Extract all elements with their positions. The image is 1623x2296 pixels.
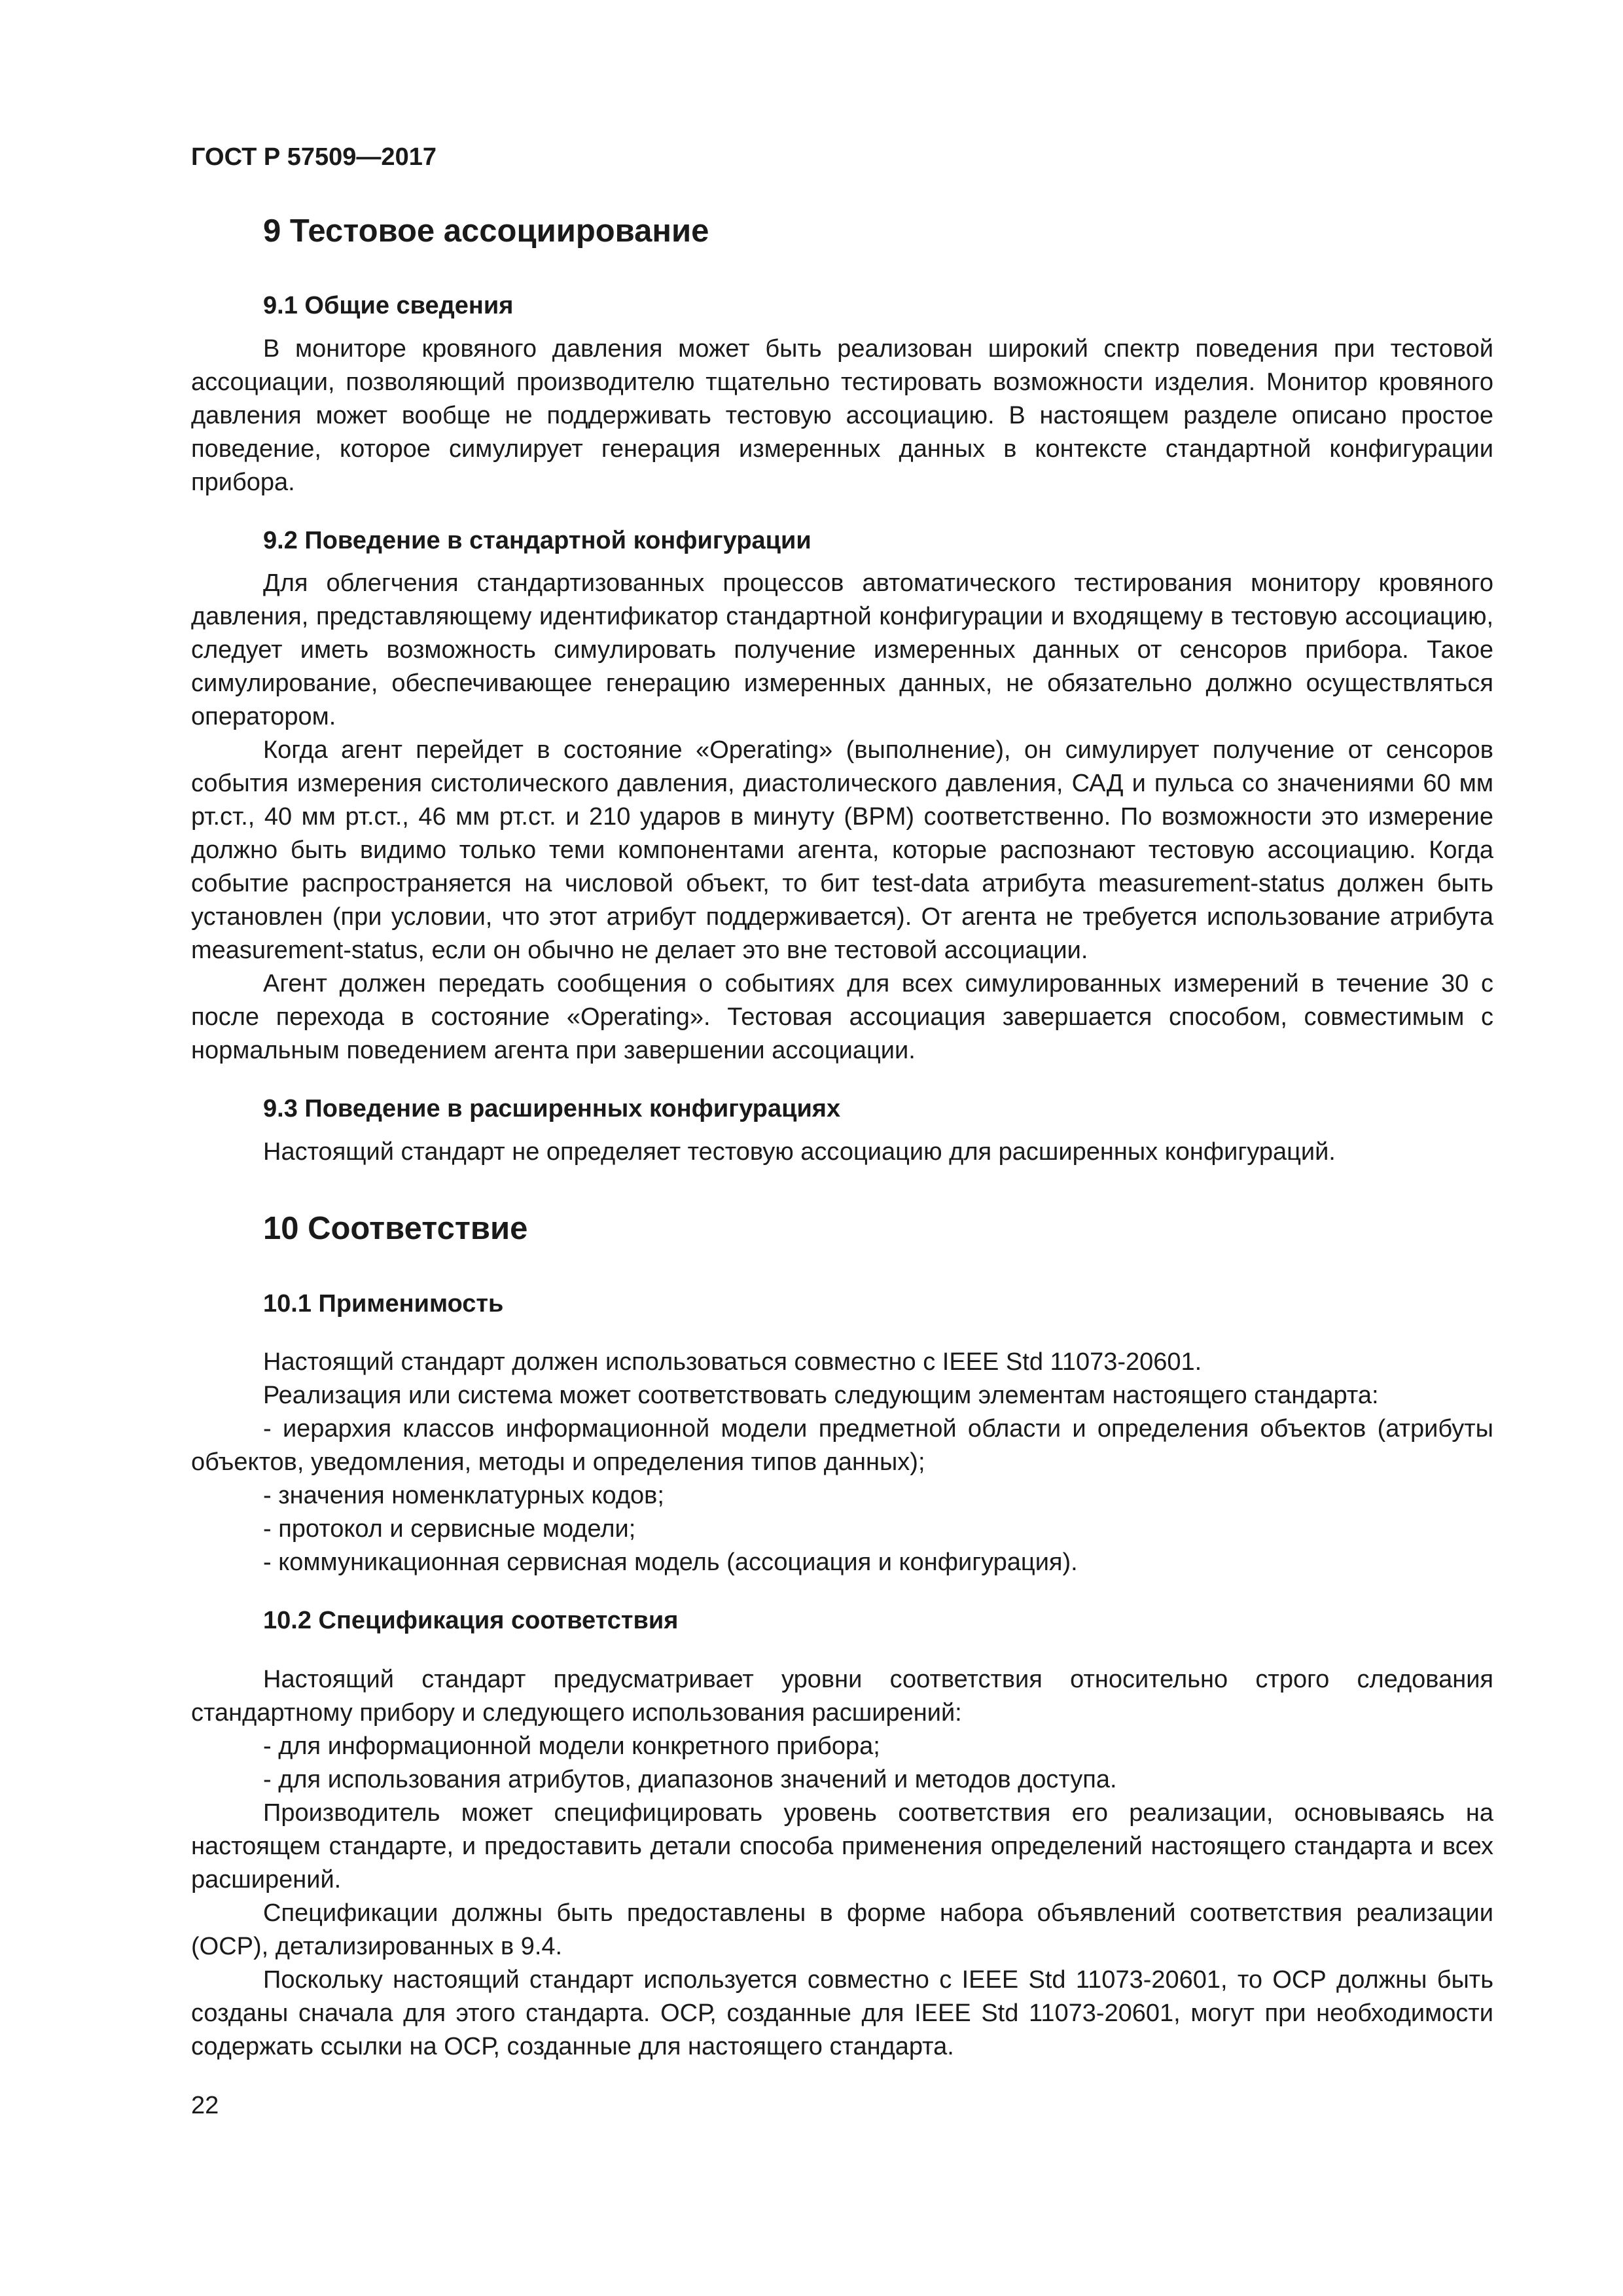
document-page xyxy=(191,143,1493,2064)
section-9-1-paragraph: В мониторе кровяного давления может быть реализован широкий спектр поведения при тестовой ассоциации, позволяющий производителю тщательно тестировать возможности изделия. Монитор кровяного давления может вообще не поддерживать тестовую ассоциацию. В настоящем разделе описано простое поведение, которое симулирует генерация измеренных данных в контексте стандартной конфигурации прибора. xyxy=(191,334,1493,496)
section-10-2-paragraph-1: Настоящий стандарт предусматривает уровни соответствия относительно строго следования стандартному прибору и следующего использования расширений: xyxy=(191,1665,1493,1727)
list-item: - для информационной модели конкретного прибора; xyxy=(263,1732,880,1760)
section-9-3-title: 9.3 Поведение в расширенных конфигурациях xyxy=(263,1095,841,1123)
section-9-2-paragraph-2: Когда агент перейдет в состояние «Operating» (выполнение), он симулирует получение от сенсоров события измерения систолического давления, диастолического давления, САД и пульса со значениями 60 мм рт.ст., 40 мм рт.ст., 46 мм рт.ст. и 210 ударов в минуту (BPM) соответственно. По возможности это измерение должно быть видимо только теми компонентами агента, которые распознают тестовую ассоциацию. Когда событие распространяется на числовой объект, то бит test-data атрибута measurement-status должен быть установлен (при условии, что этот атрибут поддерживается). От агента не требуется использование атрибута measurement-status, если он обычно не делает это вне тестовой ассоциации. xyxy=(191,736,1493,965)
section-10-2-paragraph-3: Спецификации должны быть предоставлены в форме набора объявлений соответствия реализации (ОСР), детализированных в 9.4. xyxy=(191,1899,1493,1960)
section-10-1-paragraph-2: Реализация или система может соответствовать следующим элементам настоящего стандарта: xyxy=(263,1382,1379,1410)
section-10-2-title: 10.2 Спецификация соответствия xyxy=(263,1607,679,1635)
section-10-1-paragraph-1: Настоящий стандарт должен использоваться совместно с IEEE Std 11073-20601. xyxy=(263,1348,1202,1376)
section-10-title: 10 Соответствие xyxy=(263,1210,528,1246)
section-9-3-paragraph: Настоящий стандарт не определяет тестовую ассоциацию для расширенных конфигураций. xyxy=(263,1138,1336,1166)
list-item: - протокол и сервисные модели; xyxy=(263,1515,636,1543)
list-item: - иерархия классов информационной модели предметной области и определения объектов (атрибуты объектов, уведомления, методы и определения типов данных); xyxy=(191,1415,1493,1477)
section-9-2-paragraph-1: Для облегчения стандартизованных процессов автоматического тестирования монитору кровяного давления, представляющему идентификатор стандартной конфигурации и входящему в тестовую ассоциацию, следует иметь возможность симулировать получение измеренных данных от сенсоров прибора. Такое симулирование, обеспечивающее генерацию измеренных данных, не обязательно должно осуществляться оператором. xyxy=(191,569,1493,731)
document-code: ГОСТ Р 57509—2017 xyxy=(191,143,437,171)
section-9-title: 9 Тестовое ассоциирование xyxy=(263,213,709,249)
section-10-2-paragraph-4: Поскольку настоящий стандарт используется совместно с IEEE Std 11073-20601, то ОСР должны быть созданы сначала для этого стандарта. ОСР, созданные для IEEE Std 11073-20601, могут при необходимости содержать ссылки на ОСР, созданные для настоящего стандарта. xyxy=(191,1965,1493,2060)
section-10-2-paragraph-2: Производитель может специфицировать уровень соответствия его реализации, основываясь на настоящем стандарте, и предоставить детали способа применения определений настоящего стандарта и всех расширений. xyxy=(191,1799,1493,1893)
section-9-1-title: 9.1 Общие сведения xyxy=(263,292,514,320)
section-10-1-title: 10.1 Применимость xyxy=(263,1289,504,1318)
page-number: 22 xyxy=(191,2092,219,2119)
list-item: - значения номенклатурных кодов; xyxy=(263,1482,664,1510)
list-item: - для использования атрибутов, диапазонов значений и методов доступа. xyxy=(263,1765,1117,1793)
section-9-2-title: 9.2 Поведение в стандартной конфигурации xyxy=(263,526,812,554)
list-item: - коммуникационная сервисная модель (ассоциация и конфигурация). xyxy=(263,1549,1078,1577)
section-9-2-paragraph-3: Агент должен передать сообщения о событиях для всех симулированных измерений в течение 30 с после перехода в состояние «Operating». Тестовая ассоциация завершается способом, совместимым с нормальным поведением агента при завершении ассоциации. xyxy=(191,970,1493,1065)
